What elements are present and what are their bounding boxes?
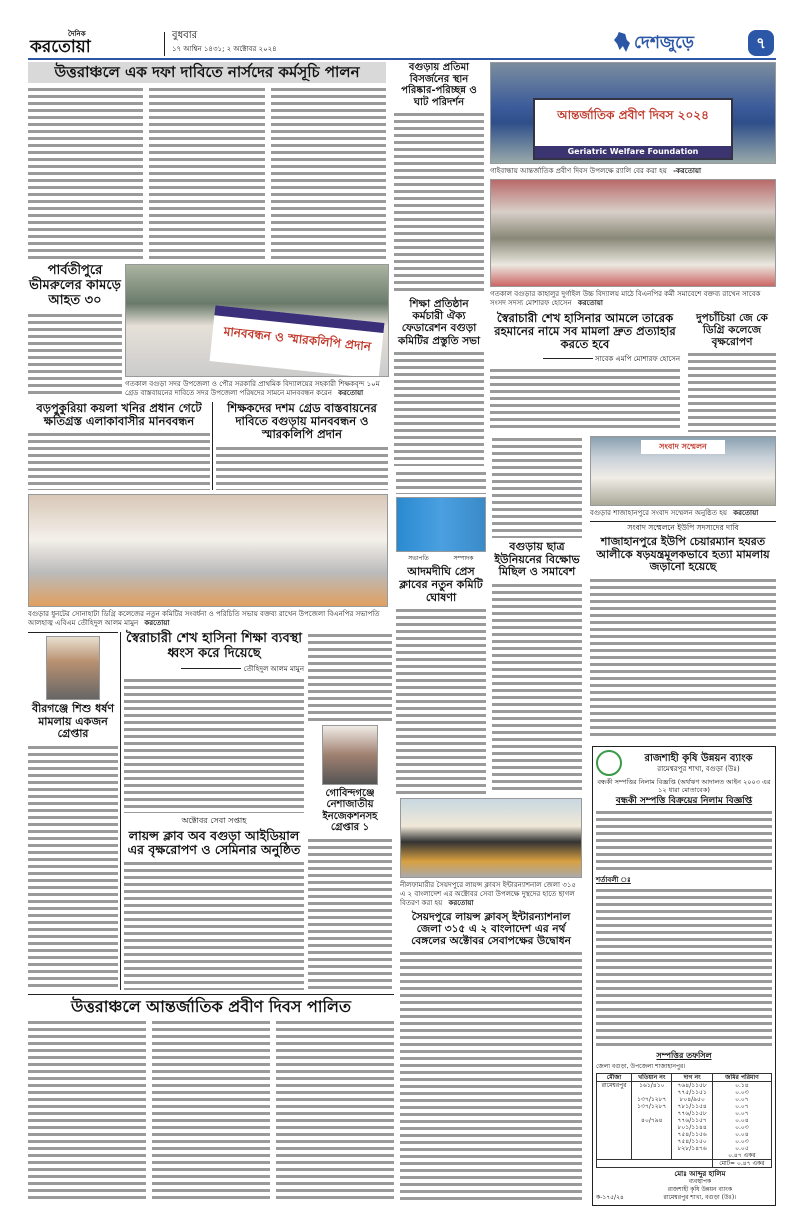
article-body: [492, 436, 582, 538]
table-total: মোট= ০.৪৭ একর: [712, 1160, 771, 1168]
table-cell: ৭৬৪/১১৫৮: [672, 1082, 712, 1090]
table-header-cell: দাগ নং: [672, 1074, 712, 1082]
article-body: [490, 367, 680, 432]
table-cell: ৭৭৫/১১৫১: [672, 1089, 712, 1096]
article-gobindaganj: [308, 632, 392, 990]
headline-tarique-cases: স্বৈরাচারী শেখ হাসিনার আমলে তারেক রহমানের নামে সব মামলা দ্রুত প্রত্যাহার করতে হবে: [494, 311, 676, 352]
caption-credit: করতোয়া: [338, 389, 364, 397]
kicker-shajahanpur: [590, 521, 776, 533]
article-body: [396, 470, 486, 494]
label-secretary: সম্পাদক: [453, 555, 474, 563]
section-title: দেশজুড়ে: [634, 33, 695, 53]
article-birganj: [28, 632, 118, 990]
banner-org: Geriatric Welfare Foundation: [535, 146, 731, 158]
photo-accused: [46, 636, 100, 700]
article-body: [394, 111, 484, 295]
caption-text: গাইবান্ধায় আন্তর্জাতিক প্রবীণ দিবস উপলক্ষে র‍্যালি বের করা হয়: [490, 167, 667, 176]
byline-rule: [543, 358, 593, 359]
photo-labels: [396, 555, 486, 563]
byline-rule: [181, 668, 241, 669]
article-body: [308, 837, 392, 991]
column-shajahanpur: [590, 436, 776, 740]
article-columns: [28, 1019, 394, 1200]
signatory-bank: রাজশাহী কৃষি উন্নয়ন ব্যাংক: [667, 1186, 733, 1193]
notice-title: বন্ধকী সম্পত্তি বিক্রয়ের নিলাম বিজ্ঞপ্তি: [615, 796, 753, 806]
table-cell: [597, 1089, 632, 1096]
section-rule: [28, 994, 394, 995]
headline-lions-bogura: লায়ন্স ক্লাব অব বগুড়া আইডিয়াল এর বৃক্ষরোপণ ও সেমিনার অনুষ্ঠিত: [127, 827, 301, 857]
table-row: [597, 1110, 772, 1117]
table-cell: ৭৮১/১১৫৪: [672, 1103, 712, 1110]
article-elders-day: [28, 994, 394, 1200]
article-body: [276, 1019, 394, 1200]
headline-barapukuria: বড়পুকুরিয়া কয়লা খনির প্রধান গেটে ক্ষতিগ্রস্ত এলাকাবাসীর মানববন্ধন: [36, 401, 202, 429]
photo-dhunat-meeting: [28, 494, 388, 607]
table-row: [597, 1138, 772, 1145]
caption-text: নীলফামারীর সৈয়দপুরে লায়ন্স ক্লাবস ইন্টারন্যাশনাল জেলা ৩১৫ এ ২ বাংলাদেশ এর অক্টোবর সেবা উপলক্ষে দুস্থদের হাতে ছাগল বিতরণ করা হয়: [400, 880, 576, 907]
caption-text: বগুড়ার শাজাহানপুরে সংবাদ সম্মেলন অনুষ্ঠিত হয়: [590, 509, 727, 518]
headline-elders-day: উত্তরাঞ্চলে আন্তর্জাতিক প্রবীণ দিবস পালিত: [71, 997, 351, 1016]
table-cell: ৭৫৪/১১৫০: [672, 1138, 712, 1145]
column-top-photos: [490, 62, 776, 308]
caption-credit: করতোয়া: [448, 898, 474, 907]
article-body: [124, 677, 304, 813]
caption-credit: করতোয়া: [577, 299, 603, 307]
article-body: [400, 950, 582, 1200]
table-row: [597, 1117, 772, 1124]
table-cell: ০.৪৭ একর: [712, 1152, 771, 1160]
table-cell: ০.০৩: [712, 1138, 771, 1145]
bank-branch: রামেশ্বরপুর শাখা, বগুড়া (উঃ): [657, 764, 740, 773]
ad-code: ক-১৭৫/২৪: [596, 1194, 624, 1201]
label-president: সভাপতি: [408, 555, 429, 563]
column-pratima-federation: [394, 62, 484, 466]
caption-credit: করতোয়া: [144, 619, 170, 627]
column-dhunat-photo: [28, 494, 388, 628]
terms-heading: শর্তাবলী ঃ: [596, 875, 631, 884]
article-body: [271, 86, 386, 261]
table-cell: [632, 1110, 672, 1117]
signatory-designation: ব্যবস্থাপক: [688, 1178, 712, 1185]
caption-credit: -করতোয়া: [673, 167, 702, 176]
press-banner: সংবাদ সম্মেলন: [641, 440, 725, 454]
signatory-branch: রামেশ্বরপুর শাখা, বগুড়া (উঃ)।: [663, 1194, 737, 1201]
schedule-table: [596, 1073, 772, 1168]
photo-goat-distribution: [400, 798, 582, 878]
table-cell: ০.০৪: [712, 1117, 771, 1124]
article-body: [308, 632, 392, 722]
article-body: [394, 350, 484, 466]
page-number-badge: ৭: [748, 30, 774, 56]
caption-dhunat: [28, 610, 388, 628]
article-columns: [28, 86, 386, 261]
headline-hasina-education: স্বৈরাচারী শেখ হাসিনা শিক্ষা ব্যবস্থা ধ্বংস করে দিয়েছে: [125, 631, 303, 661]
caption-text: গতকাল বগুড়ার কাহালুর দুর্গাইল উচ্চ বিদ্যালয় মাঠে বিএনপির কর্মী সমাবেশে বক্তব্য রাখেন সাবেক সংসদ সদস্য মোশারফ হোসেন: [490, 290, 761, 307]
bank-name: রাজশাহী কৃষি উন্নয়ন ব্যাংক: [644, 752, 753, 764]
table-cell: ০.০৩: [712, 1124, 771, 1131]
column-divider: [212, 402, 213, 490]
column-hasina-lions: [124, 632, 304, 990]
article-body: [216, 445, 388, 490]
article-nurses: [28, 62, 386, 261]
table-cell: ৮০৪/৯৫০: [672, 1096, 712, 1103]
notice-footer: [596, 1170, 772, 1202]
table-cell: [632, 1145, 672, 1152]
kicker-text: সংবাদ সম্মেলনে ইউপি সদস্যদের দাবি: [627, 523, 739, 533]
caption-gaibandha: [490, 167, 776, 176]
kicker-lions-bogura: অক্টোবর সেবা সপ্তাহ: [181, 815, 247, 825]
table-cell: ১৩৭/১২৮৭: [632, 1096, 672, 1103]
table-cell: [632, 1089, 672, 1096]
table-row: [597, 1096, 772, 1103]
table-cell: ০.১৪: [712, 1082, 771, 1090]
table-cell: ৭৭৬/১১৫৭: [672, 1117, 712, 1124]
notice-subtitle: বন্ধকী সম্পত্তির নিলাম বিজ্ঞপ্তি (অর্থঋণ আদালত আইন ২০০৩ এর ১২ ধারা মোতাবেক): [597, 778, 771, 794]
table-header-cell: মৌজা: [597, 1074, 632, 1082]
article-body: [590, 577, 776, 740]
article-body: [149, 86, 264, 261]
table-cell: [632, 1152, 672, 1160]
headline-education-federation: শিক্ষা প্রতিষ্ঠান কর্মচারী ঐক্য ফেডারেশন বগুড়া কমিটির প্রস্তুতি সভা: [397, 298, 481, 347]
bank-logo: [596, 750, 622, 776]
masthead-rule: [28, 58, 776, 60]
article-body: [124, 860, 304, 990]
table-cell: ১৩৭/১২৮৭: [632, 1103, 672, 1110]
article-body: [28, 1019, 146, 1200]
article-body: [152, 1019, 270, 1200]
column-divider: [120, 632, 121, 990]
table-row: [597, 1103, 772, 1110]
table-header-row: [597, 1074, 772, 1082]
table-cell: ৭৫৪/১১৫৬: [672, 1131, 712, 1138]
table-row: [597, 1152, 772, 1160]
headline-birganj: বীরগঞ্জে শিশু ধর্ষণ মামলায় একজন গ্রেপ্তার: [31, 702, 114, 741]
headline-pratima: বগুড়ায় প্রতিমা বিসর্জনের স্থান পরিষ্কার-পরিচ্ছন্ন ও ঘাট পরিদর্শন: [401, 62, 477, 108]
table-cell: ৪০/৭৯৪: [632, 1117, 672, 1124]
article-barapukuria: [28, 402, 210, 490]
table-cell: [632, 1124, 672, 1131]
protest-banner: মানববন্ধন ও স্মারকলিপি প্রদান: [210, 305, 385, 377]
byline-tarique: [490, 355, 680, 364]
table-cell: [597, 1145, 632, 1152]
headline-shajahanpur: শাজাহানপুরে ইউপি চেয়ারম্যান হযরত আলীকে ষড়যন্ত্রমূলকভাবে হত্যা মামলায় জড়ানো হয়েছে: [596, 535, 770, 574]
article-teachers: [216, 402, 388, 490]
table-row: [597, 1082, 772, 1090]
notice-header: [596, 750, 772, 776]
headline-teachers-grade: শিক্ষকদের দশম গ্রেড বাস্তবায়নের দাবিতে বগুড়ায় মানববন্ধন ও স্মারকলিপি প্রদান: [227, 401, 377, 442]
article-body: [492, 582, 582, 790]
section-rule: [28, 632, 118, 633]
table-cell: ৭৭৬/১১৫৮: [672, 1110, 712, 1117]
terms-list: [596, 887, 772, 1050]
schedule-location: জেলা বগুড়া, উপজেলা শাজাহানপুর।: [596, 1063, 686, 1070]
masthead: [28, 30, 776, 58]
rally-banner: [533, 98, 733, 160]
table-total-row: [597, 1160, 772, 1168]
article-dupchanchia: [688, 312, 776, 432]
schedule-heading: সম্পত্তির তফসিল: [656, 1051, 712, 1060]
table-cell: [597, 1138, 632, 1145]
article-body: [396, 607, 486, 794]
photo-gobindaganj-accused: [322, 725, 378, 785]
byline-text: তৌহিদুল আলম মামুন: [243, 664, 304, 673]
article-tarique: [490, 312, 680, 432]
table-cell: [597, 1110, 632, 1117]
table-cell: ১৬১/৪১০: [632, 1082, 672, 1090]
headline-parbatipur: পার্বতীপুরে ভীমরুলের কামড়ে আহত ৩০: [29, 263, 121, 308]
table-cell: [597, 1096, 632, 1103]
caption-credit: করতোয়া: [733, 509, 759, 518]
article-parbatipur: [28, 264, 122, 398]
logo-small: দৈনিক: [68, 30, 86, 38]
table-cell: [632, 1138, 672, 1145]
headline-saidpur-lions: সৈয়দপুরে লায়ন্স ক্লাবস্ ইন্টারন্যাশনাল জেলা ৩১৫ এ ২ বাংলাদেশ এর নর্থ বেঙ্গলের অক্টোবর সেবাপক্ষের উদ্বোধন: [411, 910, 571, 948]
table-row: [597, 1089, 772, 1096]
article-body: [688, 351, 776, 432]
photo-teachers-protest: [125, 264, 389, 377]
caption-bnp-rally: [490, 290, 776, 308]
headline-gobindaganj: গোবিন্দগঞ্জে নেশাজাতীয় ইনজেকশনসহ গ্রেপ্তার ১: [322, 787, 378, 833]
article-adamdighi: [396, 470, 486, 794]
masthead-day: বুধবার: [172, 30, 198, 41]
caption-text: বগুড়ার ধুনটের সোনাহাটা ডিগ্রি কলেজের নতুন কমিটির সংবর্ধনা ও পরিচিতি সভায় বক্তব্য রাখেন উপজেলা বিএনপির সভাপতি আলহাজ্ব এবিএম তৌহিদুল আলম মামুন: [28, 610, 380, 627]
byline-hasina-education: [124, 665, 304, 674]
photo-elders-rally: [490, 62, 776, 164]
column-teachers-photo: [125, 264, 389, 398]
bank-auction-notice: [592, 746, 776, 1206]
notice-body: [596, 809, 772, 874]
table-cell: [597, 1124, 632, 1131]
article-saidpur: [400, 798, 582, 1200]
logo-main: করতোয়া: [30, 37, 91, 57]
table-row: [597, 1124, 772, 1131]
article-body: [28, 431, 210, 490]
caption-press-conference: [590, 509, 776, 518]
article-body: [28, 744, 118, 990]
table-row: [597, 1131, 772, 1138]
headline-adamdighi: আদমদীঘি প্রেস ক্লাবের নতুন কমিটি ঘোষণা: [399, 565, 483, 604]
table-cell: ০.০৩: [712, 1089, 771, 1096]
headline-dupchanchia: দুপচাঁচিয়া জে কে ডিগ্রি কলেজে বৃক্ষরোপণ: [696, 312, 768, 349]
masthead-divider: [164, 32, 165, 56]
table-cell: [597, 1117, 632, 1124]
table-cell: ৮০১/১১৪৪: [672, 1124, 712, 1131]
table-cell: [597, 1131, 632, 1138]
table-cell: ০.০৫: [712, 1145, 771, 1152]
byline-text: সাবেক এমপি মোশারফ হোসেন: [595, 354, 680, 363]
caption-text: গতকাল বগুড়া সদর উপজেলা ও পৌর সরকারি প্রাথমিক বিদ্যালয়ের সহকারী শিক্ষকবৃন্দ ১০ম গ্রেড বাস্তবায়নের দাবিতে সদর উপজেলা পরিষদের সামনে মানববন্ধন করেন: [125, 380, 380, 397]
table-header-cell: খতিয়ান নং: [632, 1074, 672, 1082]
table-cell: ০.০৭: [712, 1096, 771, 1103]
table-cell: [597, 1103, 632, 1110]
photo-president-secretary: [396, 497, 486, 553]
signatory-name: মোঃ আব্দুর হালিম: [674, 1170, 726, 1178]
table-cell: রামেশ্বরপুর: [597, 1082, 632, 1090]
table-cell: [672, 1152, 712, 1160]
article-body: [28, 86, 143, 261]
caption-nilphamari: [400, 881, 582, 908]
banner-title: আন্তর্জাতিক প্রবীণ দিবস ২০২৪: [557, 108, 709, 123]
article-chhatra-union: [492, 436, 582, 790]
table-cell: ০.০৭: [712, 1103, 771, 1110]
table-cell: ৮২৮/১৪৭৬: [672, 1145, 712, 1152]
table-cell: ০.০৪: [712, 1131, 771, 1138]
photo-bnp-rally: [490, 179, 776, 287]
masthead-date: ১৭ আশ্বিন ১৪৩১; ২ অক্টোবর ২০২৪: [172, 45, 277, 53]
table-cell: ০.০৭: [712, 1110, 771, 1117]
headline-nurses: উত্তরাঞ্চলে এক দফা দাবিতে নার্সদের কর্মসূচি পালন: [28, 62, 386, 83]
table-cell: [597, 1152, 632, 1160]
table-header-cell: জমির পরিমাণ: [712, 1074, 771, 1082]
caption-teachers: [125, 380, 389, 398]
article-body: [28, 312, 122, 398]
logo: [30, 30, 160, 56]
photo-press-conference: [590, 436, 776, 506]
table-row: [597, 1145, 772, 1152]
headline-chhatra-union: বগুড়ায় ছাত্র ইউনিয়নের বিক্ষোভ মিছিল ও সমাবেশ: [494, 540, 580, 579]
table-cell: [632, 1131, 672, 1138]
bangladesh-map-icon: [614, 32, 630, 52]
